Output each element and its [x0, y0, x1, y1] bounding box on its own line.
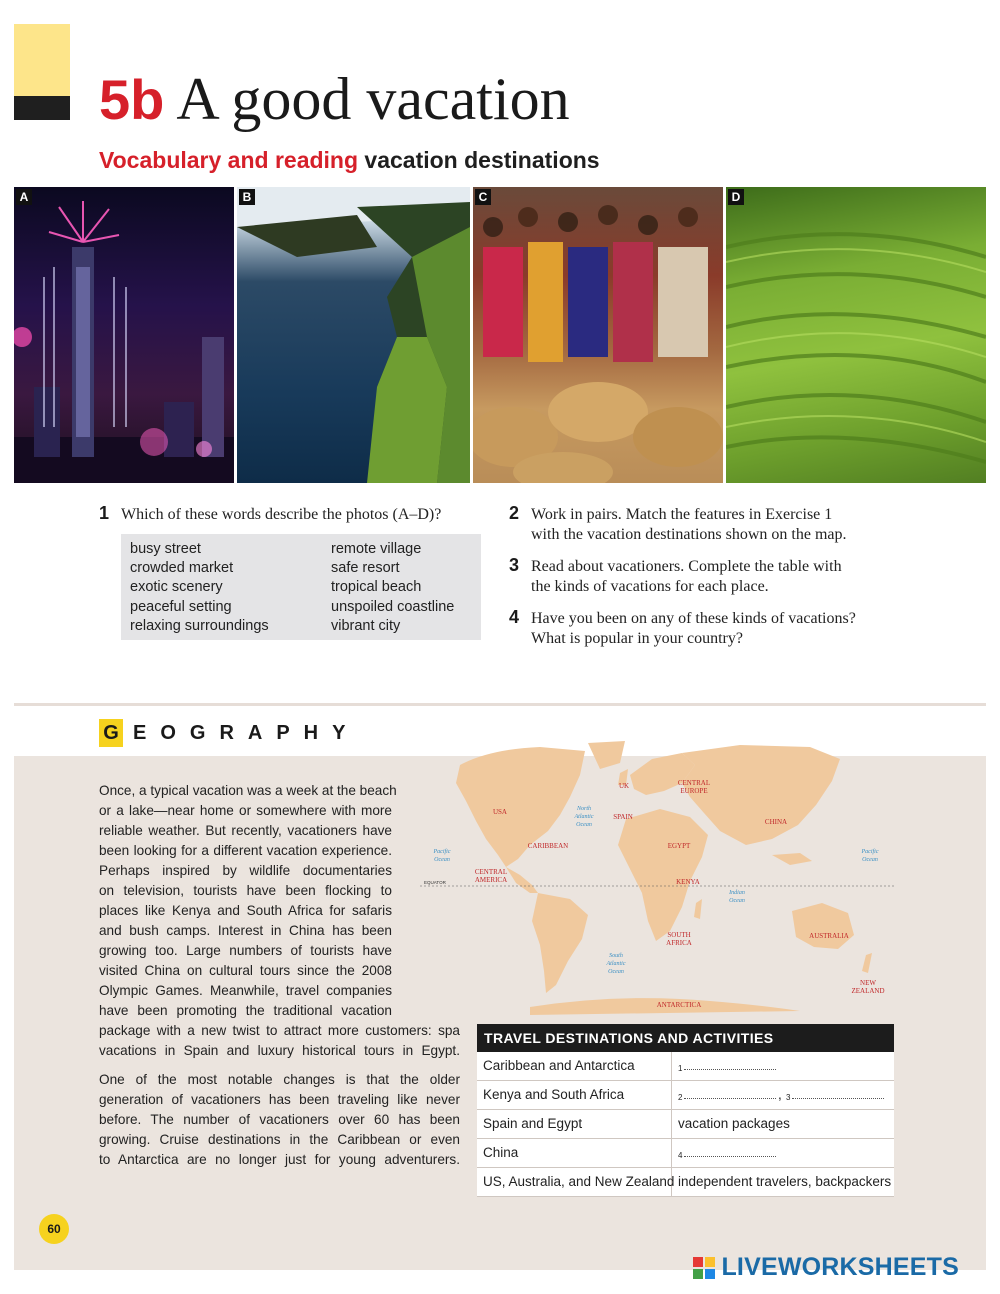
article-paragraph-2 [99, 1070, 460, 1170]
article-line: or a lake—near home or somewhere with more [99, 803, 392, 818]
map-label-china: CHINA [764, 818, 788, 826]
article-line: reliable weather. But recently, vacationers have [99, 823, 392, 838]
exercise-1-text: Which of these words describe the photos (A–D)? [121, 506, 442, 523]
map-new-zealand [862, 953, 872, 973]
section-divider [14, 703, 986, 706]
article-line: to Antarctica are no longer just for young adventurers. [99, 1152, 460, 1167]
map-indonesia [772, 853, 812, 865]
destinations-table [477, 1024, 894, 1197]
word-column-left [130, 540, 269, 636]
word-item: tropical beach [331, 579, 422, 596]
photo-d-illustration [726, 187, 986, 483]
word-item: exotic scenery [130, 579, 223, 596]
article-line: Olympic Games. Meanwhile, travel companies [99, 983, 392, 998]
word-box [121, 534, 481, 640]
exercise-3-line: Read about vacationers. Complete the table with [531, 558, 842, 575]
table-row [477, 1081, 894, 1110]
table-cell-activity: independent travelers, backpackers [678, 1174, 892, 1189]
article-paragraph-1 [99, 781, 397, 1021]
title-text: A good vacation [176, 66, 570, 132]
corner-tab-black [14, 96, 70, 120]
unit-number: 5b [99, 68, 165, 131]
map-label-central-america: CENTRAL [474, 868, 508, 876]
map-label-central-europe: CENTRAL [677, 779, 711, 787]
article-line: Perhaps inspired by wildlife documentaries [99, 863, 392, 878]
article-line: generation of vacationers has been traveling like never [99, 1092, 460, 1107]
table-cell-place: US, Australia, and New Zealand [477, 1168, 672, 1196]
exercise-4-text [531, 609, 856, 649]
answer-blank-4[interactable] [684, 1156, 776, 1157]
photo-c [473, 187, 723, 483]
photo-b-illustration [237, 187, 470, 483]
map-label-north-atlantic-3: Ocean [576, 822, 592, 828]
subtitle-dark: vacation destinations [364, 147, 600, 173]
article-line: on television, tourists have been flocking to [99, 883, 392, 898]
corner-tab-yellow [14, 24, 70, 96]
article-paragraph-1-continued [99, 1021, 460, 1061]
exercise-3-number: 3 [509, 555, 520, 575]
photo-c-illustration [473, 187, 723, 483]
article-line: growing too. Large numbers of tourists have [99, 943, 392, 958]
geography-initial: G [99, 719, 123, 747]
map-label-caribbean: CARIBBEAN [527, 842, 569, 850]
article-line: vacations in Spain and luxury historical tours in Egypt. [99, 1043, 460, 1058]
map-australia [792, 903, 854, 949]
map-label-usa: USA [492, 808, 508, 816]
map-label-central-europe-2: EUROPE [680, 787, 708, 795]
map-label-equator: EQUATOR [424, 880, 446, 885]
map-label-pacific-left: Pacific [433, 849, 451, 855]
map-greenland [588, 741, 625, 769]
map-asia [682, 745, 840, 845]
article-line: visited China on cultural tours since the 2008 [99, 963, 392, 978]
map-south-america [532, 893, 588, 993]
map-label-pacific-left-2: Ocean [434, 857, 450, 863]
table-row [477, 1110, 894, 1139]
map-label-south-atlantic-2: Atlantic [606, 961, 626, 967]
geography-rest: EOGRAPHY [133, 722, 360, 744]
exercise-3-text [531, 557, 842, 597]
exercise-1-number: 1 [99, 503, 110, 523]
exercise-2-number: 2 [509, 503, 520, 523]
answer-blank-3[interactable] [792, 1098, 884, 1099]
table-title: TRAVEL DESTINATIONS AND ACTIVITIES [477, 1024, 894, 1052]
subtitle-red: Vocabulary and reading [99, 147, 359, 173]
photo-b-label: B [239, 189, 255, 205]
map-label-uk: UK [618, 782, 630, 790]
blank-number: 1 [678, 1064, 683, 1073]
table-cell-activity [672, 1139, 894, 1167]
liveworksheets-blocks-icon [693, 1257, 715, 1279]
map-africa [618, 809, 708, 941]
word-item: peaceful setting [130, 598, 232, 615]
word-item: remote village [331, 541, 422, 557]
photo-d-label: D [728, 189, 744, 205]
photo-d [726, 187, 986, 483]
exercise-2-line: with the vacation destinations shown on the map. [531, 526, 847, 543]
word-column-right [331, 540, 454, 636]
table-cell-activity [672, 1052, 894, 1080]
map-central-america [506, 867, 538, 893]
world-map-graphic [420, 735, 896, 1015]
map-label-new-zealand-2: ZEALAND [851, 987, 885, 995]
article-line: package with a new twist to attract more customers: spa [99, 1023, 460, 1038]
photo-a [14, 187, 234, 483]
table-row [477, 1052, 894, 1081]
world-map [420, 735, 896, 1015]
article-line: Once, a typical vacation was a week at the beach [99, 783, 397, 798]
blank-number: 4 [678, 1151, 683, 1160]
word-item: vibrant city [331, 617, 401, 634]
map-label-kenya: KENYA [676, 878, 700, 886]
page-title [99, 64, 570, 135]
liveworksheets-logo [693, 1253, 959, 1283]
map-label-egypt: EGYPT [667, 842, 691, 850]
page-number: 60 [39, 1214, 69, 1244]
map-label-north-atlantic-2: Atlantic [574, 814, 594, 820]
article-line: growing. Cruise destinations in the Caribbean or even [99, 1132, 460, 1147]
article-line: One of the most notable changes is that the older [99, 1072, 460, 1087]
blank-separator: , [778, 1087, 782, 1102]
section-subtitle [99, 147, 600, 174]
photo-a-illustration [14, 187, 234, 483]
answer-blank-1[interactable] [684, 1069, 776, 1070]
map-label-pacific-right-2: Ocean [862, 857, 878, 863]
exercise-4-number: 4 [509, 607, 520, 627]
map-label-pacific-right: Pacific [861, 849, 879, 855]
map-label-spain: SPAIN [613, 813, 633, 821]
map-label-indian: Indian [729, 890, 745, 896]
table-cell-place: China [477, 1139, 672, 1167]
exercise-4-line: What is popular in your country? [531, 630, 743, 647]
word-item: safe resort [331, 560, 400, 577]
map-label-australia: AUSTRALIA [809, 932, 849, 940]
table-cell-activity: vacation packages [678, 1116, 790, 1131]
map-label-indian-2: Ocean [729, 898, 745, 904]
word-item: relaxing surroundings [130, 617, 269, 634]
map-label-new-zealand: NEW [860, 979, 876, 987]
map-label-south-atlantic: South [609, 953, 623, 959]
table-row [477, 1168, 894, 1197]
table-cell-place: Caribbean and Antarctica [477, 1052, 672, 1080]
table-cell-activity [672, 1081, 894, 1109]
geography-heading [99, 719, 359, 747]
exercise-4-line: Have you been on any of these kinds of vacations? [531, 610, 856, 627]
blank-number: 2 [678, 1093, 683, 1102]
article-line: been looking for a different vacation experience. [99, 843, 392, 858]
photo-b [237, 187, 470, 483]
exercise-2-text [531, 505, 847, 545]
table-row [477, 1139, 894, 1168]
exercise-3-line: the kinds of vacations for each place. [531, 578, 769, 595]
exercise-2-line: Work in pairs. Match the features in Exercise 1 [531, 506, 833, 523]
word-item: busy street [130, 541, 201, 557]
map-label-central-america-2: AMERICA [474, 876, 508, 884]
article-line: and bush camps. Interest in China has been [99, 923, 392, 938]
blank-number: 3 [786, 1093, 791, 1102]
map-label-north-atlantic: North [576, 806, 592, 812]
table-cell-place: Spain and Egypt [477, 1110, 672, 1138]
article-line: have been promoting the traditional vacation [99, 1003, 392, 1018]
answer-blank-2[interactable] [684, 1098, 776, 1099]
photo-c-label: C [475, 189, 491, 205]
map-label-south-africa: SOUTH [667, 931, 691, 939]
map-madagascar [694, 899, 702, 919]
photo-a-label: A [16, 189, 32, 205]
map-label-south-atlantic-3: Ocean [608, 969, 624, 975]
map-label-antarctica: ANTARCTICA [656, 1001, 702, 1009]
article-line: before. The number of vacationers over 60 has been [99, 1112, 460, 1127]
table-cell-place: Kenya and South Africa [477, 1081, 672, 1109]
article-line: places like Kenya and South Africa for safaris [99, 903, 392, 918]
word-item: unspoiled coastline [331, 598, 455, 615]
map-label-south-africa-2: AFRICA [666, 939, 692, 947]
liveworksheets-wordmark: LIVEWORKSHEETS [721, 1253, 959, 1281]
word-item: crowded market [130, 560, 234, 577]
